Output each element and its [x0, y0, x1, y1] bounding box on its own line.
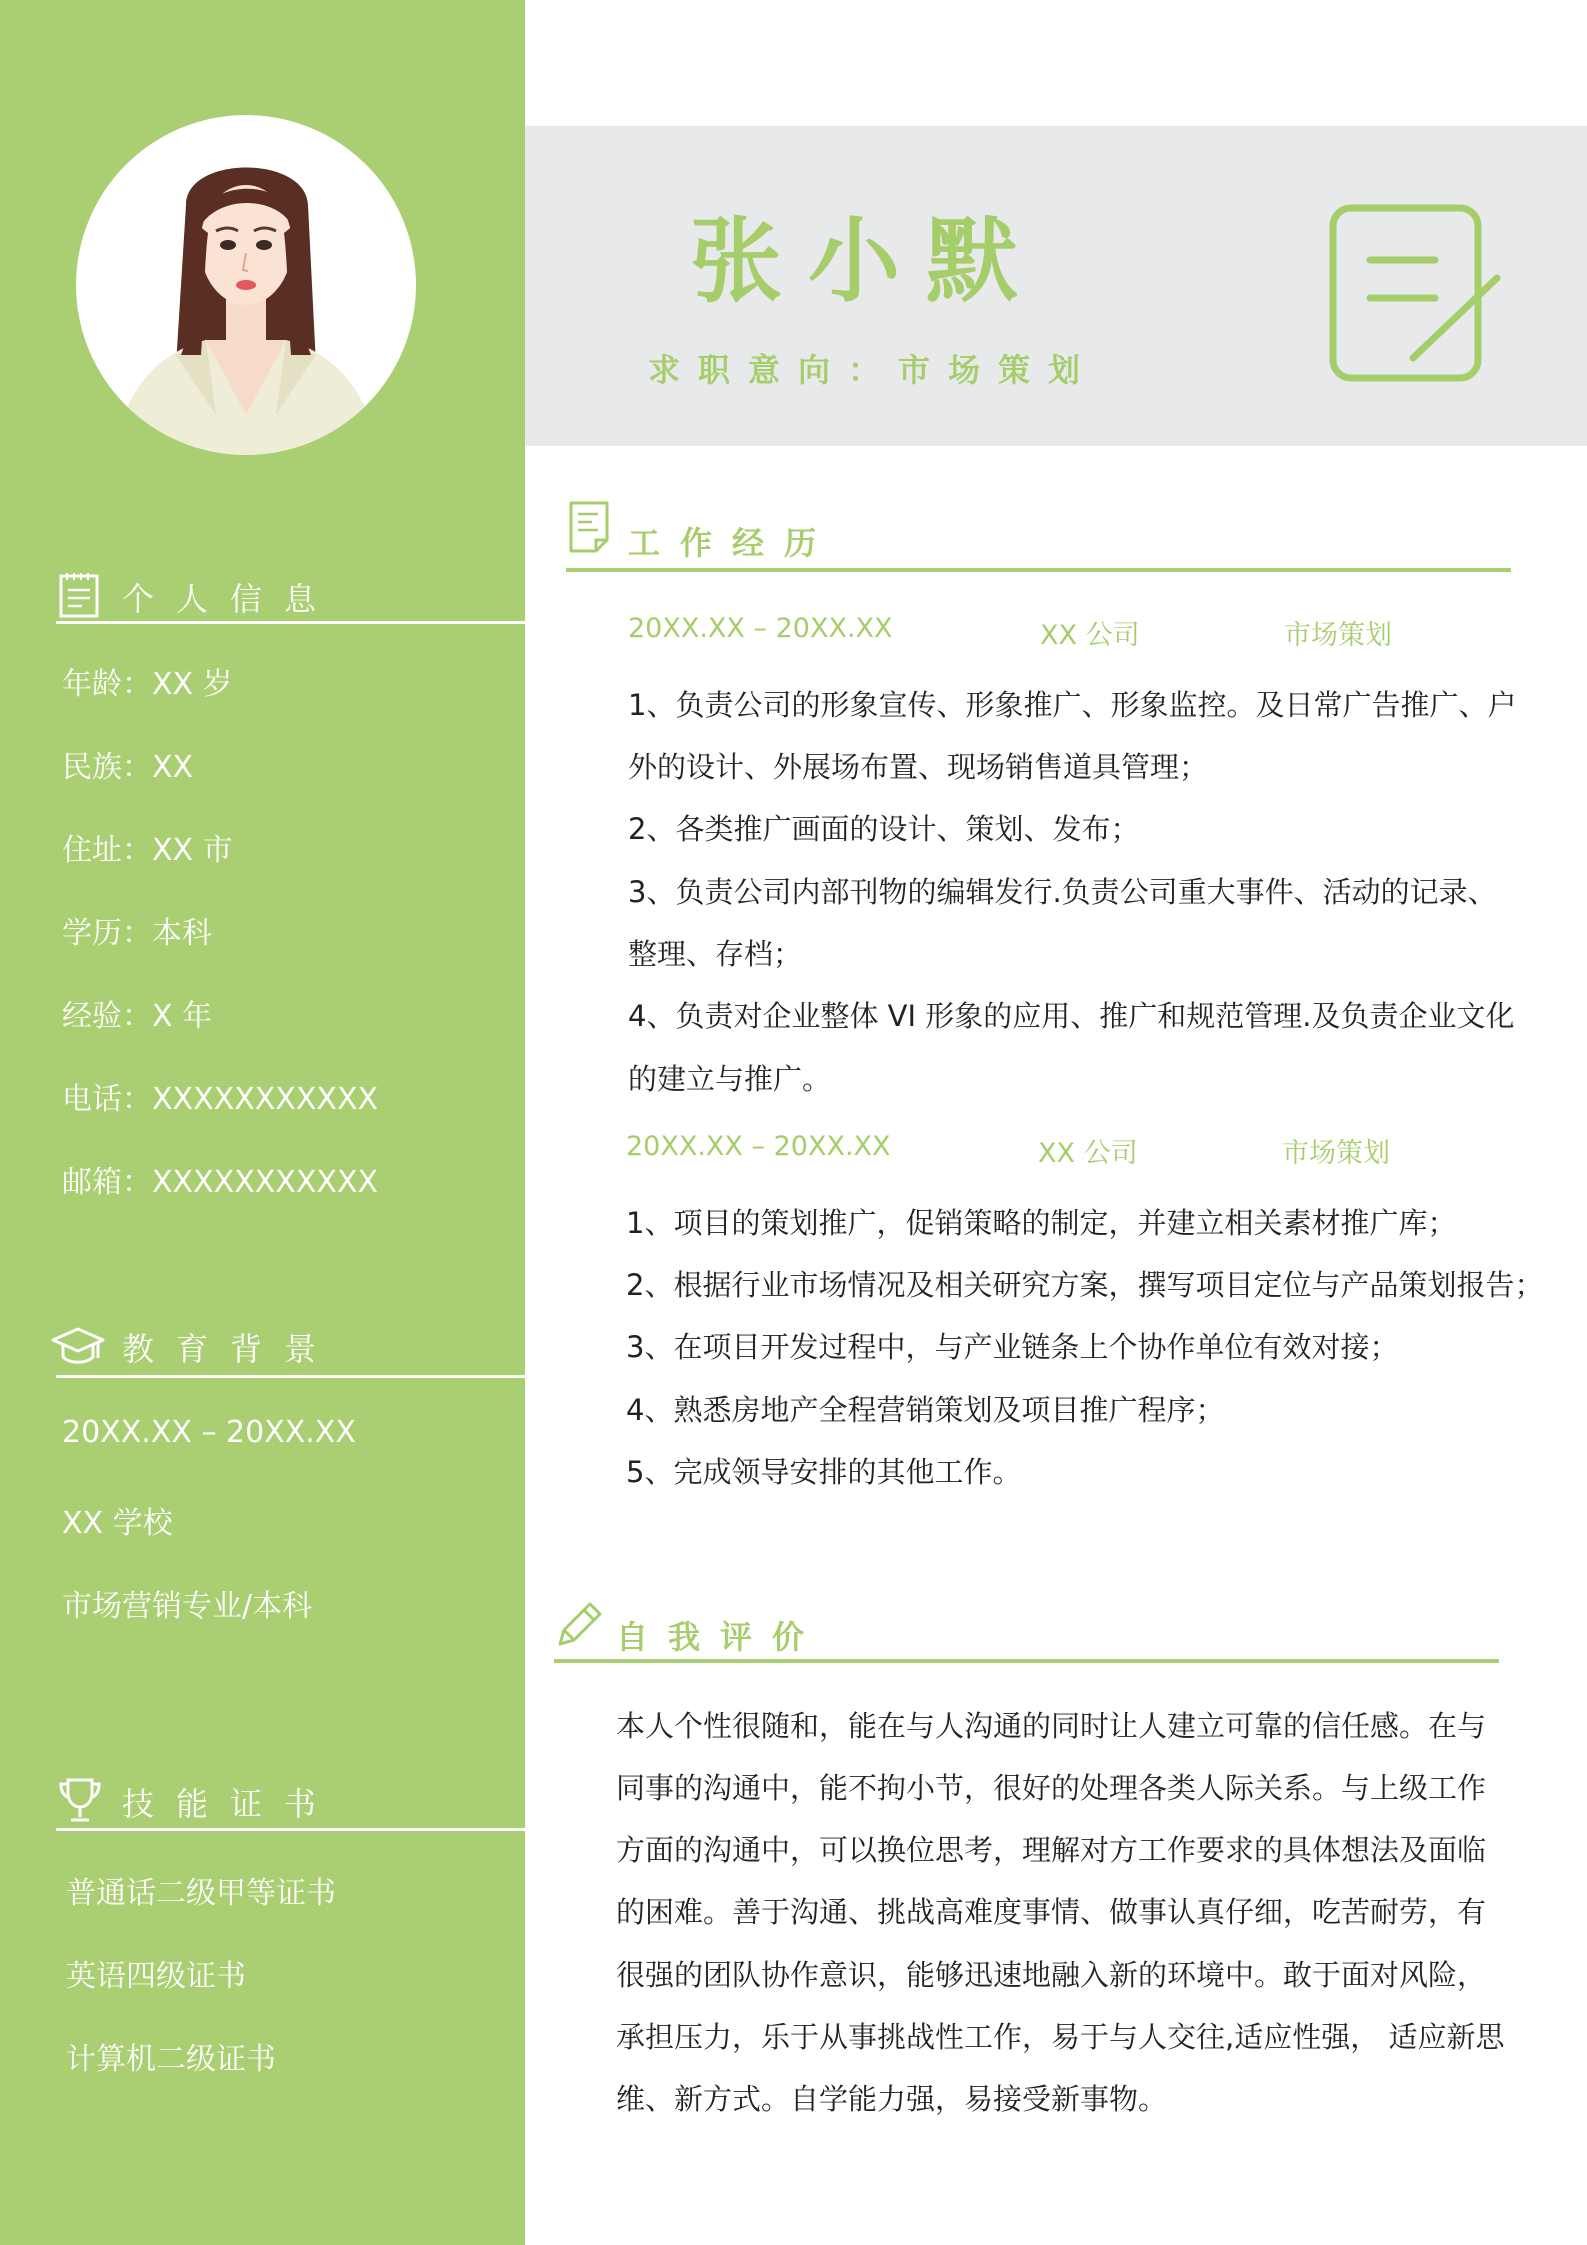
- personal-email: 邮箱：XXXXXXXXXXX: [62, 1165, 379, 1200]
- work-experience-header: [568, 500, 1518, 570]
- job-2-duty-line: 5、完成领导安排的其他工作。: [626, 1455, 1022, 1489]
- skills-divider: [56, 1828, 525, 1831]
- work-experience-divider: [566, 568, 1511, 572]
- portrait-illustration: [76, 115, 416, 455]
- job-1-duty-line: 4、负责对企业整体 VI 形象的应用、推广和规范管理.及负责企业文化: [628, 999, 1515, 1033]
- self-eval-line: 承担压力，乐于从事挑战性工作，易于与人交往,适应性强， 适应新思: [616, 2020, 1505, 2054]
- education-major: 市场营销专业/本科: [62, 1589, 313, 1624]
- personal-info-divider: [56, 621, 525, 624]
- personal-age: 年龄：XX 岁: [62, 667, 233, 702]
- job-2-period: 20XX.XX – 20XX.XX: [626, 1131, 891, 1162]
- sidebar: [0, 0, 525, 2245]
- skill-mandarin: 普通话二级甲等证书: [66, 1876, 336, 1911]
- personal-info-header: [0, 560, 525, 630]
- education-divider: [56, 1375, 525, 1378]
- education-title: 教育背景: [122, 1330, 339, 1368]
- candidate-name: 张小默: [690, 208, 1045, 315]
- personal-address: 住址：XX 市: [62, 833, 233, 868]
- job-2-meta: [626, 1131, 1526, 1167]
- personal-experience: 经验：X 年: [62, 999, 213, 1034]
- skills-section: [0, 1765, 525, 2077]
- job-1-duty-line: 3、负责公司内部刊物的编辑发行.负责公司重大事件、活动的记录、: [628, 875, 1497, 909]
- edit-note-icon: [1325, 200, 1505, 385]
- job-2-role: 市场策划: [1282, 1138, 1390, 1169]
- document-icon: [568, 500, 610, 554]
- job-1-company: XX 公司: [1040, 620, 1140, 651]
- self-eval-line: 的困难。善于沟通、挑战高难度事情、做事认真仔细，吃苦耐劳，有: [616, 1895, 1487, 1929]
- personal-info-section: [0, 560, 525, 1200]
- education-section: [0, 1310, 525, 1624]
- education-header: [0, 1310, 525, 1380]
- job-1-duty-line: 2、各类推广画面的设计、策划、发布；: [628, 812, 1140, 846]
- self-eval-line: 很强的团队协作意识，能够迅速地融入新的环境中。敢于面对风险，: [616, 1958, 1487, 1992]
- education-school: XX 学校: [62, 1506, 173, 1541]
- job-1-duty-line: 整理、存档；: [628, 937, 803, 971]
- self-eval-header: [554, 1598, 1504, 1668]
- job-1-duty-line: 的建立与推广。: [628, 1062, 832, 1096]
- avatar: [76, 115, 416, 455]
- job-2-duty-line: 4、熟悉房地产全程营销策划及项目推广程序；: [626, 1393, 1225, 1427]
- self-eval-line: 方面的沟通中，可以换位思考，理解对方工作要求的具体想法及面临: [616, 1833, 1487, 1867]
- work-experience-title: 工作经历: [628, 524, 837, 562]
- job-2-company: XX 公司: [1038, 1138, 1138, 1169]
- job-1-duty-line: 外的设计、外展场布置、现场销售道具管理；: [628, 750, 1209, 784]
- graduation-cap-icon: [50, 1320, 106, 1370]
- job-2-duty-line: 2、根据行业市场情况及相关研究方案，撰写项目定位与产品策划报告；: [626, 1268, 1544, 1302]
- education-period: 20XX.XX – 20XX.XX: [62, 1415, 356, 1450]
- self-eval-title: 自我评价: [616, 1618, 825, 1656]
- trophy-icon: [58, 1775, 102, 1825]
- job-2-duty-line: 1、项目的策划推广，促销策略的制定，并建立相关素材推广库；: [626, 1206, 1457, 1240]
- job-1-role: 市场策划: [1284, 620, 1392, 651]
- self-eval-line: 本人个性很随和，能在与人沟通的同时让人建立可靠的信任感。在与: [616, 1709, 1487, 1743]
- skill-english: 英语四级证书: [66, 1959, 246, 1994]
- notepad-icon: [58, 570, 102, 620]
- personal-info-title: 个人信息: [122, 580, 339, 618]
- personal-ethnicity: 民族：XX: [62, 750, 194, 785]
- job-2-duty-line: 3、在项目开发过程中，与产业链条上个协作单位有效对接；: [626, 1330, 1399, 1364]
- job-1-duty-line: 1、负责公司的形象宣传、形象推广、形象监控。及日常广告推广、户: [628, 688, 1517, 722]
- job-intent: 求职意向：市场策划: [648, 351, 1099, 389]
- personal-phone: 电话：XXXXXXXXXXX: [62, 1082, 379, 1117]
- self-eval-line: 维、新方式。自学能力强，易接受新事物。: [616, 2082, 1168, 2116]
- skills-title: 技能证书: [122, 1785, 339, 1823]
- pencil-icon: [554, 1598, 606, 1650]
- personal-degree: 学历：本科: [62, 916, 212, 951]
- skill-computer: 计算机二级证书: [66, 2042, 276, 2077]
- job-1-period: 20XX.XX – 20XX.XX: [628, 613, 893, 644]
- self-eval-line: 同事的沟通中，能不拘小节，很好的处理各类人际关系。与上级工作: [616, 1771, 1487, 1805]
- skills-header: [0, 1765, 525, 1835]
- job-1-meta: [628, 613, 1528, 649]
- self-eval-divider: [554, 1659, 1499, 1663]
